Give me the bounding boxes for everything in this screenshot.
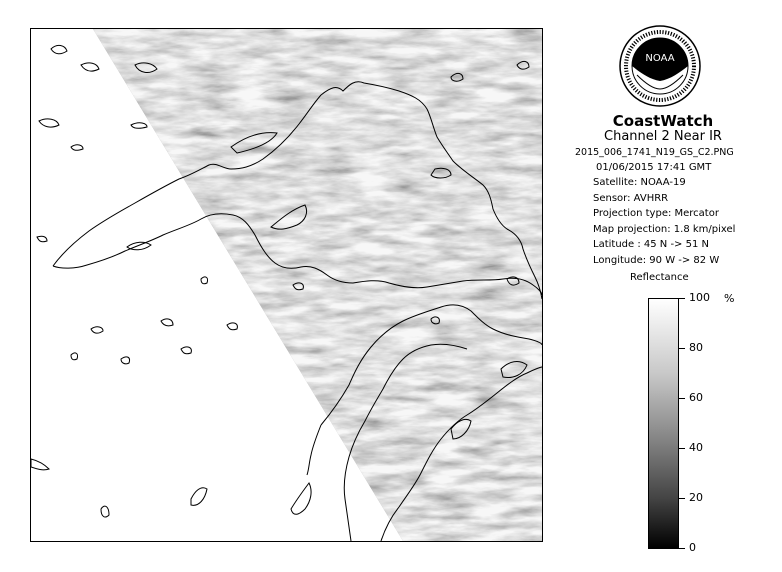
legend-title: Reflectance xyxy=(630,272,689,283)
colorbar-tick xyxy=(679,348,685,349)
colorbar-tick xyxy=(679,548,685,549)
colorbar-tick-label: 40 xyxy=(689,441,703,454)
satellite-swath xyxy=(31,29,542,541)
svg-text:NOAA: NOAA xyxy=(645,53,675,64)
colorbar-tick xyxy=(679,498,685,499)
map-projection-label: Map projection: 1.8 km/pixel xyxy=(593,224,736,235)
projection-type-label: Projection type: Mercator xyxy=(593,208,719,219)
colorbar-unit: % xyxy=(724,292,735,305)
colorbar-tick-label: 80 xyxy=(689,341,703,354)
satellite-label: Satellite: NOAA-19 xyxy=(593,177,686,188)
colorbar-ticks xyxy=(679,290,759,558)
channel-label: Channel 2 Near IR xyxy=(604,129,722,144)
colorbar-tick-label: 0 xyxy=(689,541,696,554)
colorbar-tick-label: 60 xyxy=(689,391,703,404)
colorbar-tick xyxy=(679,398,685,399)
image-filename: 2015_006_1741_N19_GS_C2.PNG xyxy=(575,147,734,158)
noaa-logo xyxy=(619,25,701,107)
colorbar-tick xyxy=(679,298,685,299)
colorbar-tick xyxy=(679,448,685,449)
acquisition-datetime: 01/06/2015 17:41 GMT xyxy=(596,162,712,173)
longitude-range-label: Longitude: 90 W -> 82 W xyxy=(593,255,720,266)
latitude-range-label: Latitude : 45 N -> 51 N xyxy=(593,239,709,250)
reflectance-colorbar xyxy=(648,298,679,549)
sensor-label: Sensor: AVHRR xyxy=(593,193,669,204)
brand-title: CoastWatch xyxy=(612,112,714,130)
colorbar-tick-label: 20 xyxy=(689,491,703,504)
satellite-map xyxy=(30,28,543,542)
colorbar-tick-label: 100 xyxy=(689,291,710,304)
